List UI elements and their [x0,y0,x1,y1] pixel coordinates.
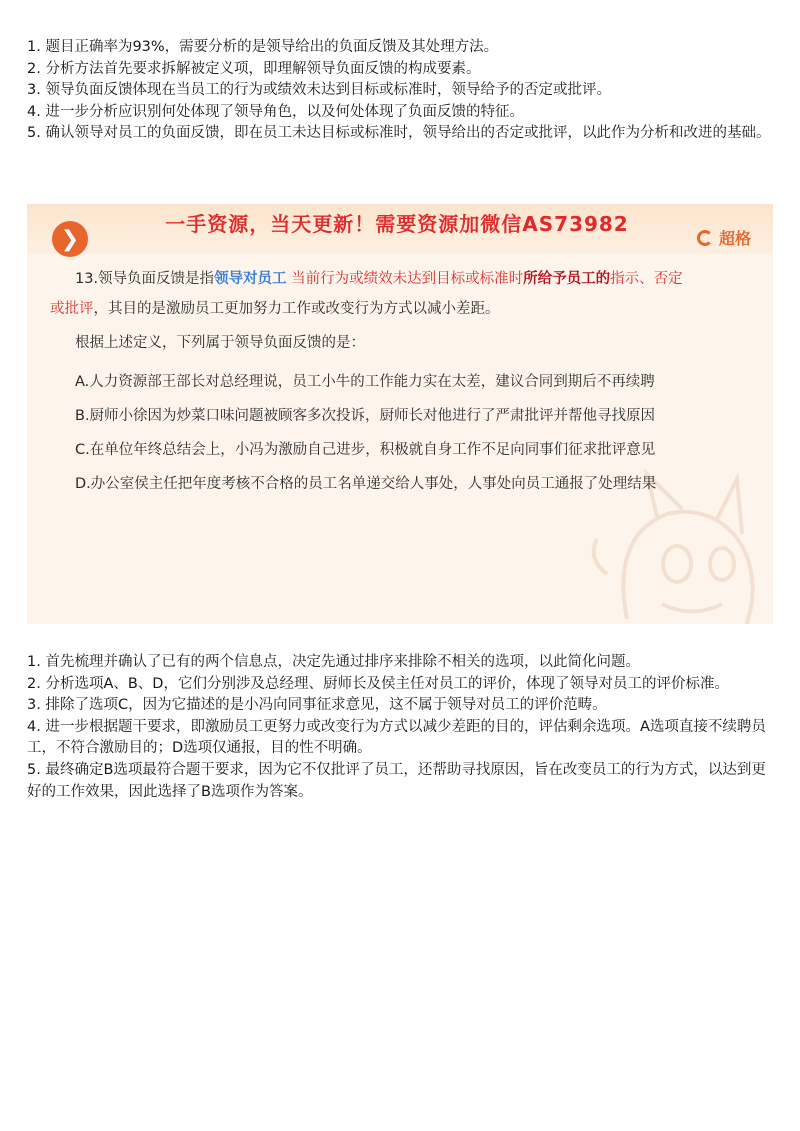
option-b: B.厨师小徐因为炒菜口味问题被顾客多次投诉，厨师长对他进行了严肃批评并帮他寻找原因 [75,408,656,424]
analysis-item: 2. 分析选项A、B、D，它们分别涉及总经理、厨师长及侯主任对员工的评价，体现了领导对员工的评价标准。 [27,675,729,692]
brand-name: 超格 [718,229,751,248]
analysis-list-top [27,37,772,145]
analysis-item: 4. 进一步分析应识别何处体现了领导角色，以及何处体现了负面反馈的特征。 [27,103,524,120]
analysis-item: 1. 首先梳理并确认了已有的两个信息点，决定先通过排序来排除不相关的选项，以此简化问题。 [27,654,640,670]
option-c: C.在单位年终总结会上，小冯为激励自己进步，积极就自身工作不足向同事们征求批评意见 [75,442,656,458]
question-image [27,204,773,624]
arrow-icon: ❯ [52,221,88,257]
stem-prefix: 13.领导负面反馈是指 [75,271,215,287]
stem-highlight-blue: 领导对员工 [214,271,287,287]
brand-logo [697,226,751,249]
option-d: D.办公室侯主任把年度考核不合格的员工名单递交给人事处，人事处向员工通报了处理结果 [75,476,657,492]
stem-highlight-red: 当前行为或绩效未达到目标或标准时 [291,271,524,287]
analysis-item: 4. 进一步根据题干要求，即激励员工更努力或改变行为方式以减少差距的目的，评估剩余选项。A选项直接不续聘员工，不符合激励目的；D选项仅通报，目的性不明确。 [27,718,766,757]
stem-highlight-redbold: 所给予员工的 [523,271,611,287]
analysis-item: 2. 分析方法首先要求拆解被定义项，即理解领导负面反馈的构成要素。 [27,60,481,77]
stem-highlight-red-2: 指示、否定 [610,271,683,287]
analysis-item: 3. 领导负面反馈体现在当员工的行为或绩效未达到目标或标准时，领导给予的否定或批评。 [27,82,611,99]
question-prompt: 根据上述定义，下列属于领导负面反馈的是： [75,335,365,351]
analysis-item: 3. 排除了选项C，因为它描述的是小冯向同事征求意见，这不属于领导对员工的评价范畴。 [27,697,607,714]
analysis-item: 5. 最终确定B选项最符合题干要求，因为它不仅批评了员工，还帮助寻找原因，旨在改变员工的行为方式，以达到更好的工作效果，因此选择了B选项作为答案。 [27,761,766,800]
question-stem [50,264,740,324]
stem-highlight-red-3: 或批评 [50,301,94,317]
analysis-item: 5. 确认领导对员工的负面反馈，即在员工未达目标或标准时，领导给出的否定或批评，以此作为分析和改进的基础。 [27,125,771,142]
analysis-item: 1. 题目正确率为93%，需要分析的是领导给出的负面反馈及其处理方法。 [27,39,499,55]
option-a: A.人力资源部王部长对总经理说，员工小牛的工作能力实在太差，建议合同到期后不再续聘 [75,374,655,390]
brand-g-icon [697,230,713,246]
analysis-list-bottom [27,652,772,803]
stem-suffix: ，其目的是激励员工更加努力工作或改变行为方式以减小差距。 [93,301,500,317]
promo-text: 一手资源，当天更新！需要资源加微信AS73982 [165,212,629,236]
